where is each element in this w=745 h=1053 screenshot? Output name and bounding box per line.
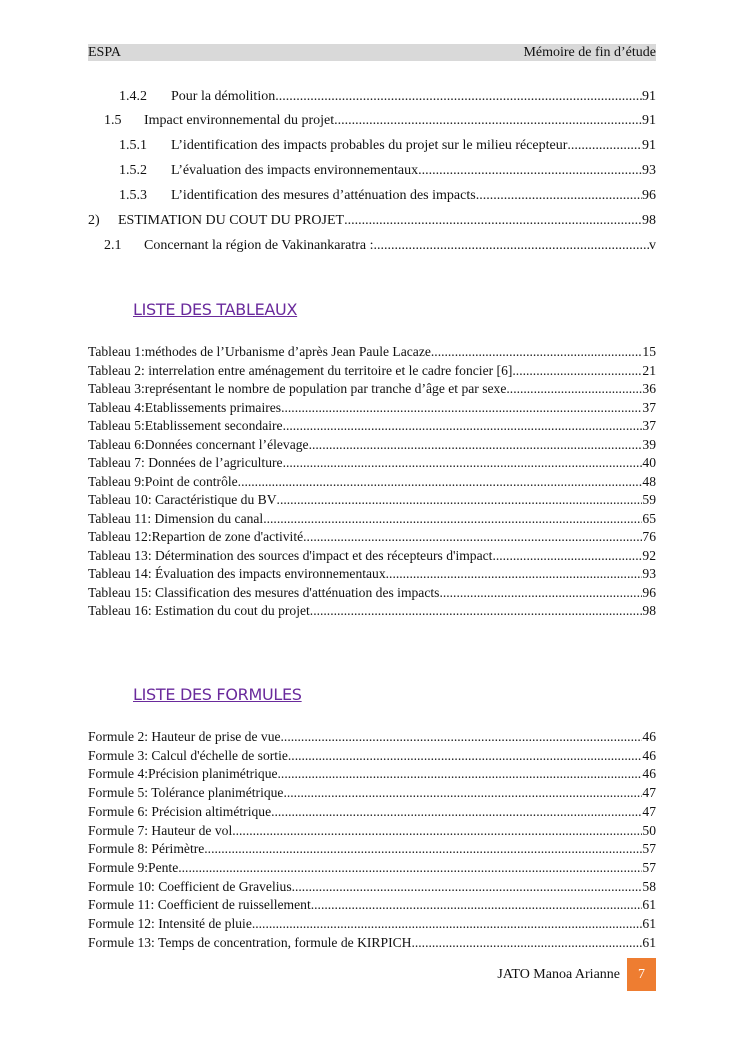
toc-title: L’évaluation des impacts environnementaux: [171, 163, 419, 178]
toc-leader: [334, 111, 642, 131]
table-entry-page: 98: [642, 603, 656, 618]
toc-leader: [275, 87, 642, 107]
formula-entry[interactable]: [88, 765, 656, 783]
toc-page: v: [649, 238, 656, 253]
table-entry[interactable]: [88, 602, 656, 620]
table-entry[interactable]: [88, 343, 656, 361]
dot-leader: [178, 859, 642, 877]
toc-page: 98: [642, 213, 656, 228]
table-entry[interactable]: [88, 399, 656, 417]
toc-page: 91: [642, 138, 656, 153]
table-entry[interactable]: [88, 473, 656, 491]
formula-entry[interactable]: [88, 784, 656, 802]
dot-leader: [252, 915, 643, 933]
formula-entry-title: Formule 2: Hauteur de prise de vue: [88, 729, 281, 744]
table-entry-page: 37: [642, 418, 656, 433]
toc-number: 1.4.2: [119, 89, 147, 104]
toc-page: 93: [642, 163, 656, 178]
table-entry[interactable]: [88, 547, 656, 565]
toc-number: 1.5.2: [119, 163, 147, 178]
formula-entry-title: Formule 7: Hauteur de vol: [88, 822, 233, 838]
formula-entry[interactable]: [88, 878, 656, 896]
table-entry-page: 37: [642, 399, 656, 415]
dot-leader: [288, 747, 643, 765]
list-of-formulas-heading: LISTE DES FORMULES: [133, 685, 302, 704]
table-entry-page: 48: [642, 473, 656, 489]
dot-leader: [506, 380, 642, 398]
table-entry-title: Tableau 6:Données concernant l’élevage: [88, 436, 309, 452]
toc-page: 96: [642, 188, 656, 203]
table-entry-title: Tableau 5:Etablissement secondaire: [88, 418, 283, 433]
dot-leader: [283, 417, 643, 435]
table-entry-page: 36: [642, 381, 656, 396]
formula-entry[interactable]: [88, 747, 656, 765]
toc-number: 2.1: [104, 238, 122, 253]
formula-entry[interactable]: [88, 840, 656, 858]
formula-entry-page: 57: [642, 841, 656, 857]
table-entry[interactable]: [88, 510, 656, 528]
formula-entry-title: Formule 8: Périmètre: [88, 841, 205, 857]
table-entry-title: Tableau 4:Etablissements primaires: [88, 399, 282, 415]
table-entry-title: Tableau 3:représentant le nombre de population par tranche d’âge et par sexe: [88, 381, 507, 396]
toc-leader: [418, 161, 642, 181]
formula-entry-page: 46: [642, 747, 656, 763]
dot-leader: [271, 803, 642, 821]
table-entry-title: Tableau 13: Détermination des sources d'impact et des récepteurs d'impact: [88, 547, 493, 563]
dot-leader: [292, 878, 643, 896]
table-entry-title: Tableau 10: Caractéristique du BV: [88, 492, 277, 507]
list-of-tables-heading: LISTE DES TABLEAUX: [133, 300, 298, 319]
table-entry-page: 65: [642, 510, 656, 526]
table-entry[interactable]: [88, 528, 656, 546]
formula-entry-page: 57: [642, 859, 656, 875]
table-entry[interactable]: [88, 436, 656, 454]
dot-leader: [311, 896, 643, 914]
dot-leader: [309, 436, 643, 454]
header-left: ESPA: [88, 45, 121, 60]
formula-entry[interactable]: [88, 859, 656, 877]
toc-title: L’identification des impacts probables du projet sur le milieu récepteur: [171, 138, 568, 153]
toc-leader: [476, 186, 642, 206]
formula-entry-title: Formule 5: Tolérance planimétrique: [88, 785, 284, 801]
formula-entry-title: Formule 12: Intensité de pluie: [88, 916, 252, 931]
table-entry-title: Tableau 1:méthodes de l’Urbanisme d’après Jean Paule Lacaze: [88, 344, 431, 359]
table-entry[interactable]: [88, 380, 656, 398]
formula-entry-title: Formule 4:Précision planimétrique: [88, 766, 278, 782]
toc-entry[interactable]: [119, 161, 656, 181]
formula-entry-page: 47: [642, 803, 656, 819]
dot-leader: [281, 399, 642, 417]
formula-entry-title: Formule 13: Temps de concentration, formule de KIRPICH: [88, 934, 412, 950]
table-entry[interactable]: [88, 454, 656, 472]
table-entry-title: Tableau 11: Dimension du canal: [88, 510, 264, 526]
dot-leader: [283, 784, 642, 802]
dot-leader: [512, 362, 642, 380]
dot-leader: [283, 454, 643, 472]
formula-entry-title: Formule 9:Pente: [88, 859, 179, 875]
table-entry[interactable]: [88, 362, 656, 380]
toc-entry[interactable]: [119, 87, 656, 107]
formula-entry[interactable]: [88, 803, 656, 821]
formula-entry-page: 61: [642, 897, 656, 913]
dot-leader: [281, 728, 643, 746]
toc-page: 91: [642, 89, 656, 104]
dot-leader: [204, 840, 642, 858]
dot-leader: [238, 473, 643, 491]
table-entry-page: 39: [642, 436, 656, 452]
formula-entry[interactable]: [88, 728, 656, 746]
table-entry-page: 93: [642, 566, 656, 581]
dot-leader: [492, 547, 642, 565]
table-entry-title: Tableau 16: Estimation du cout du projet: [88, 603, 310, 618]
formula-entry[interactable]: [88, 934, 656, 952]
table-entry-title: Tableau 9:Point de contrôle: [88, 473, 238, 489]
dot-leader: [431, 343, 643, 361]
dot-leader: [439, 584, 642, 602]
toc-entry[interactable]: [119, 136, 656, 156]
toc-number: 1.5.3: [119, 188, 147, 203]
toc-leader: [373, 236, 649, 256]
formula-entry-page: 58: [642, 878, 656, 894]
toc-title: Impact environnemental du projet: [144, 113, 335, 128]
footer-author: JATO Manoa Arianne: [497, 967, 620, 982]
formula-entry-title: Formule 10: Coefficient de Gravelius: [88, 878, 292, 894]
formula-entry-title: Formule 3: Calcul d'échelle de sortie: [88, 747, 288, 763]
dot-leader: [232, 822, 642, 840]
formula-entry[interactable]: [88, 822, 656, 840]
formula-entry-page: 61: [642, 916, 656, 931]
table-entry[interactable]: [88, 491, 656, 509]
formula-entry[interactable]: [88, 915, 656, 933]
formula-entry[interactable]: [88, 896, 656, 914]
page-number: 7: [627, 958, 656, 991]
toc-leader: [567, 136, 642, 156]
toc-leader: [344, 211, 642, 231]
toc-title: Pour la démolition: [171, 89, 276, 104]
toc-entry[interactable]: [119, 186, 656, 206]
dot-leader: [263, 510, 642, 528]
dot-leader: [386, 565, 643, 583]
table-entry-page: 76: [642, 529, 656, 544]
toc-number: 1.5: [104, 113, 122, 128]
dot-leader: [303, 528, 642, 546]
formula-entry-page: 46: [642, 729, 656, 744]
toc-title: ESTIMATION DU COUT DU PROJET: [118, 213, 345, 228]
table-entry-page: 40: [642, 455, 656, 470]
table-entry-title: Tableau 12:Repartion de zone d'activité: [88, 529, 304, 544]
toc-title: Concernant la région de Vakinankaratra :: [144, 238, 374, 253]
table-entry-page: 96: [642, 584, 656, 600]
formula-entry-page: 47: [642, 785, 656, 801]
formula-entry-page: 46: [642, 766, 656, 782]
table-entry-page: 59: [642, 492, 656, 507]
dot-leader: [310, 602, 643, 620]
table-entry-title: Tableau 14: Évaluation des impacts environnementaux: [88, 566, 386, 581]
formula-entry-title: Formule 11: Coefficient de ruissellement: [88, 897, 311, 913]
table-entry[interactable]: [88, 584, 656, 602]
dot-leader: [277, 491, 643, 509]
formula-entry-page: 50: [642, 822, 656, 838]
table-entry-title: Tableau 15: Classification des mesures d'atténuation des impacts: [88, 584, 440, 600]
dot-leader: [278, 765, 643, 783]
header-right: Mémoire de fin d’étude: [523, 45, 656, 60]
table-entry[interactable]: [88, 565, 656, 583]
toc-number: 2): [88, 213, 100, 228]
toc-page: 91: [642, 113, 656, 128]
table-entry-title: Tableau 2: interrelation entre aménagement du territoire et le cadre foncier [6]: [88, 362, 513, 378]
table-entry-page: 92: [642, 547, 656, 563]
table-entry-page: 21: [642, 362, 656, 378]
toc-number: 1.5.1: [119, 138, 147, 153]
toc-title: L’identification des mesures d’atténuation des impacts: [171, 188, 476, 203]
table-entry[interactable]: [88, 417, 656, 435]
dot-leader: [411, 934, 642, 952]
formula-entry-page: 61: [642, 934, 656, 950]
table-entry-title: Tableau 7: Données de l’agriculture: [88, 455, 283, 470]
running-header: [88, 44, 656, 61]
formula-entry-title: Formule 6: Précision altimétrique: [88, 803, 272, 819]
toc-entry[interactable]: [88, 211, 656, 231]
toc-entry[interactable]: [104, 111, 656, 131]
table-entry-page: 15: [642, 344, 656, 359]
toc-entry[interactable]: [104, 236, 656, 256]
